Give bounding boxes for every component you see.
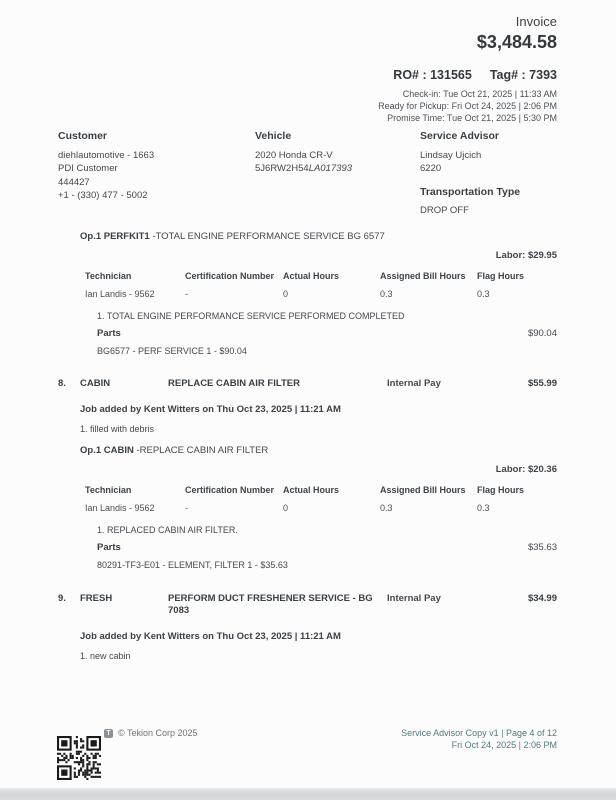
- vehicle-model: 2020 Honda CR-V: [255, 149, 333, 161]
- col-technician: Technician: [85, 271, 132, 281]
- op-desc: -REPLACE CABIN AIR FILTER: [133, 445, 269, 456]
- job-header-row: [58, 593, 557, 617]
- col-certification: Certification Number: [185, 485, 275, 495]
- cell-technician: Ian Landis - 9562: [85, 289, 155, 299]
- cell-assigned-bill-hours: 0.3: [380, 503, 393, 513]
- vehicle-label: Vehicle: [255, 130, 292, 142]
- scan-edge-band: [0, 788, 616, 800]
- parts-row: [97, 328, 557, 339]
- service-advisor-number: 6220: [420, 163, 442, 174]
- col-flag-hours: Flag Hours: [477, 271, 525, 281]
- promise-time: Promise Time: Tue Oct 21, 2025 | 5:30 PM: [387, 113, 557, 123]
- job-name: CABIN: [80, 378, 111, 389]
- col-certification: Certification Number: [185, 271, 275, 281]
- job-8: [58, 378, 557, 570]
- customer-label: Customer: [58, 130, 108, 142]
- col-assigned-bill-hours: Assigned Bill Hours: [380, 485, 466, 495]
- ro-number: RO# : 131565: [393, 68, 472, 82]
- col-assigned-bill-hours: Assigned Bill Hours: [380, 271, 466, 281]
- parts-label: Parts: [97, 328, 121, 339]
- invoice-header: [378, 14, 557, 124]
- col-actual-hours: Actual Hours: [283, 485, 340, 495]
- job-header-row: [58, 378, 557, 390]
- job-added-by: Job added by Kent Witters on Thu Oct 23, 2025 | 11:21 AM: [80, 631, 341, 642]
- invoice-total: $3,484.58: [476, 32, 557, 52]
- vehicle-block: [255, 130, 420, 218]
- col-flag-hours: Flag Hours: [477, 485, 525, 495]
- qr-code: [57, 736, 101, 780]
- ro-tag-line: [378, 68, 557, 82]
- job-pay-type: Internal Pay: [387, 378, 441, 389]
- job-note: 1. filled with debris: [80, 424, 155, 434]
- customer-phone: +1 - (330) 477 - 5002: [58, 190, 148, 201]
- vin-suffix: LA017393: [308, 163, 353, 174]
- main-content: [58, 225, 557, 661]
- service-advisor-label: Service Advisor: [420, 130, 499, 142]
- labor-amount: Labor: $20.36: [495, 464, 557, 475]
- checkin-date: Check-in: Tue Oct 21, 2025 | 11:33 AM: [402, 89, 557, 99]
- job-name: FRESH: [80, 593, 113, 604]
- customer-type: PDI Customer: [58, 163, 118, 174]
- vin-prefix: 5J6RW2H54: [255, 163, 309, 174]
- copyright-text: © Tekion Corp 2025: [118, 728, 198, 738]
- op-title-cabin: [80, 445, 557, 456]
- tekion-logo-icon: T: [104, 729, 113, 738]
- copyright-line: [104, 728, 198, 738]
- op-code: Op.1 PERFKIT1: [80, 231, 150, 242]
- vehicle-vin: [255, 162, 420, 176]
- op-title-perfkit: [80, 231, 557, 242]
- tag-number: Tag# : 7393: [489, 68, 557, 82]
- cell-flag-hours: 0.3: [477, 289, 490, 299]
- job-pay-type: Internal Pay: [387, 593, 441, 604]
- table-header-row: [85, 271, 557, 281]
- job-note: 1. new cabin: [80, 651, 131, 661]
- job-number: 8.: [58, 378, 66, 389]
- job-price: $55.99: [527, 378, 557, 389]
- table-row: [85, 289, 557, 299]
- transportation-value: DROP OFF: [420, 205, 469, 216]
- parts-detail: 80291-TF3-E01 - ELEMENT, FILTER 1 - $35.63: [97, 560, 288, 570]
- service-advisor-name: Lindsay Ujcich: [420, 149, 482, 161]
- cell-actual-hours: 0: [283, 289, 289, 299]
- customer-block: [58, 130, 255, 218]
- parts-total: $90.04: [527, 328, 557, 339]
- table-row: [85, 503, 557, 513]
- cell-flag-hours: 0.3: [477, 503, 490, 513]
- job-added-by: Job added by Kent Witters on Thu Oct 23, 2025 | 11:21 AM: [80, 404, 341, 415]
- parties-section: [58, 130, 557, 218]
- op-code: Op.1 CABIN: [80, 445, 134, 456]
- work-performed: 1. TOTAL ENGINE PERFORMANCE SERVICE PERFORMED COMPLETED: [97, 311, 405, 321]
- col-actual-hours: Actual Hours: [283, 271, 340, 281]
- copy-version-page: Service Advisor Copy v1 | Page 4 of 12: [401, 728, 557, 738]
- invoice-title: Invoice: [515, 14, 557, 29]
- work-performed: 1. REPLACED CABIN AIR FILTER.: [97, 525, 238, 535]
- job-9: [58, 593, 557, 661]
- cell-certification: -: [185, 503, 188, 513]
- customer-name: diehlautomotive - 1663: [58, 149, 155, 161]
- labor-amount: Labor: $29.95: [495, 250, 557, 261]
- job-price: $34.99: [527, 593, 557, 604]
- parts-row: [97, 542, 557, 553]
- advisor-block: [420, 130, 557, 218]
- cell-assigned-bill-hours: 0.3: [380, 289, 393, 299]
- job-description: PERFORM DUCT FRESHENER SERVICE - BG 7083: [168, 593, 373, 616]
- job-number: 9.: [58, 593, 66, 604]
- transportation-label: Transportation Type: [420, 185, 521, 198]
- cell-technician: Ian Landis - 9562: [85, 503, 155, 513]
- technician-table: [85, 485, 557, 513]
- transportation-block: [420, 186, 557, 218]
- cell-actual-hours: 0: [283, 503, 289, 513]
- op-desc: -TOTAL ENGINE PERFORMANCE SERVICE BG 6577: [149, 231, 385, 242]
- printed-timestamp: Fri Oct 24, 2025 | 2:06 PM: [451, 740, 557, 750]
- technician-table: [85, 271, 557, 299]
- customer-id: 444427: [58, 176, 90, 188]
- job-description: REPLACE CABIN AIR FILTER: [168, 378, 300, 389]
- cell-certification: -: [185, 289, 188, 299]
- parts-total: $35.63: [527, 542, 557, 553]
- parts-label: Parts: [97, 542, 121, 553]
- table-header-row: [85, 485, 557, 495]
- parts-detail: BG6577 - PERF SERVICE 1 - $90.04: [97, 346, 247, 356]
- footer-page-info: [401, 727, 557, 751]
- col-technician: Technician: [85, 485, 132, 495]
- ready-for-pickup-date: Ready for Pickup: Fri Oct 24, 2025 | 2:06 PM: [378, 101, 557, 111]
